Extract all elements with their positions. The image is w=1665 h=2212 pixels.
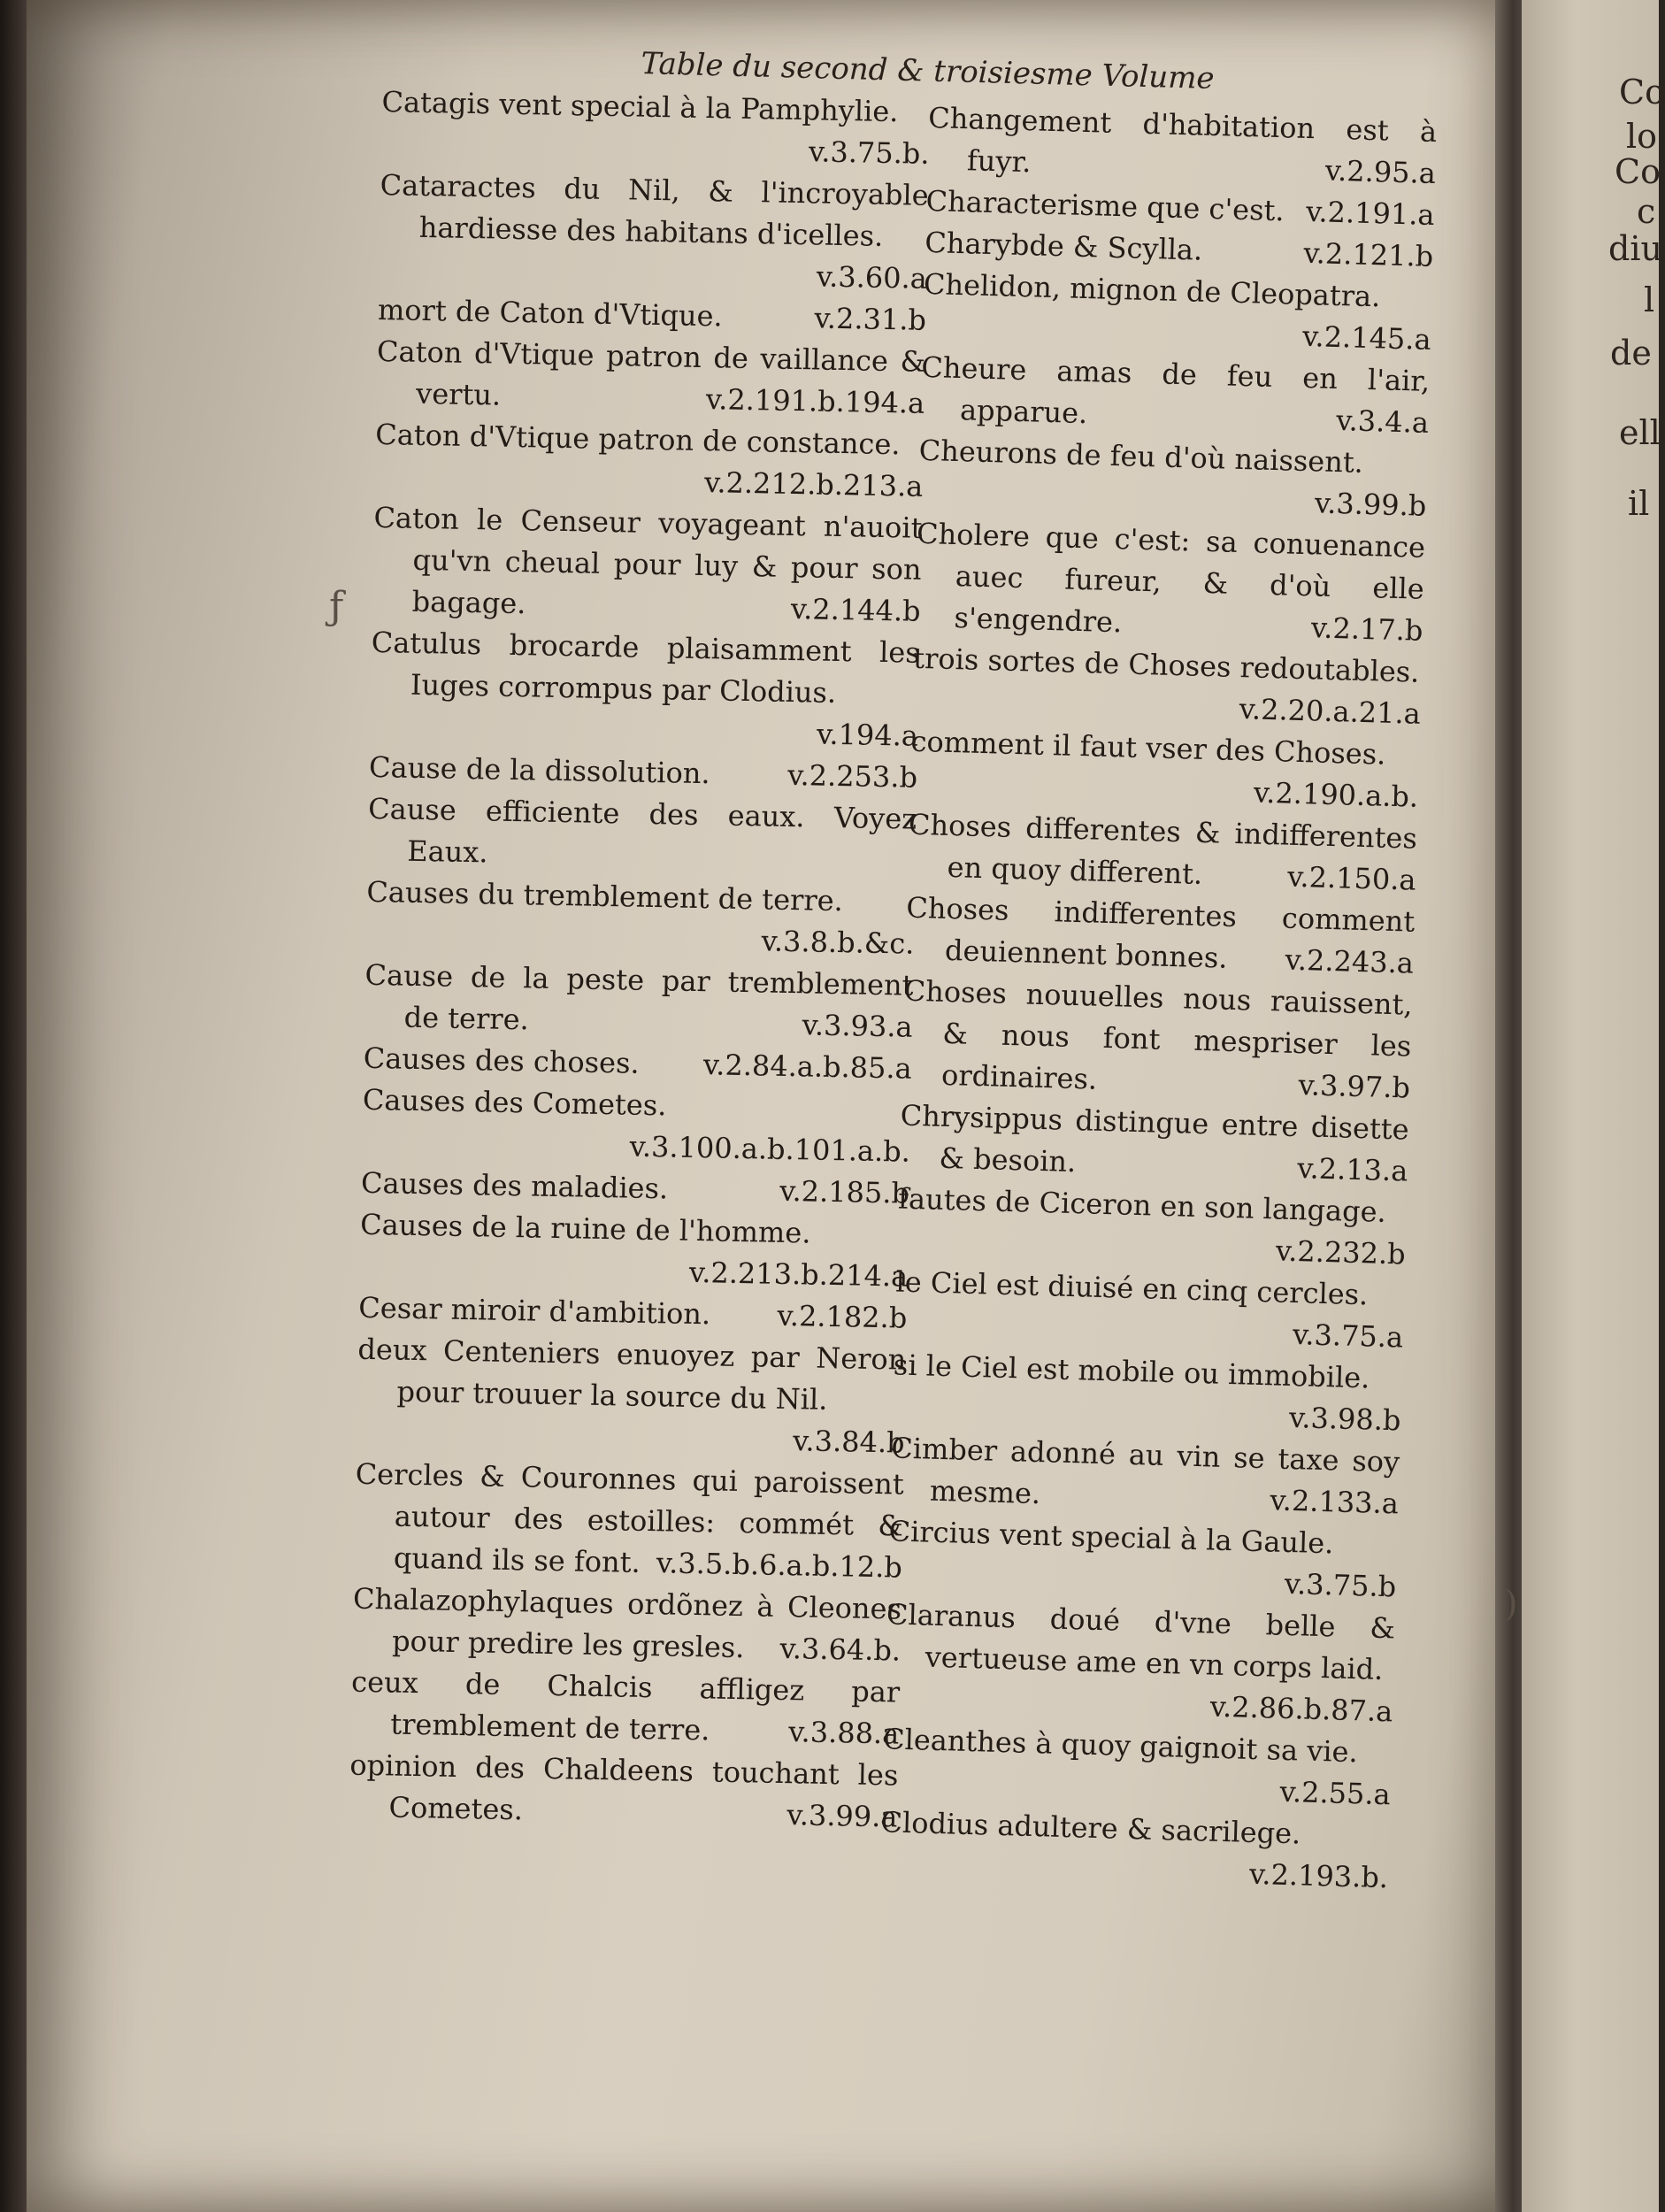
index-entry — [372, 497, 923, 633]
entry-reference: v.2.193.b. — [1248, 1856, 1389, 1895]
entry-reference: v.3.99.b — [1314, 486, 1427, 523]
index-entry — [894, 1261, 1405, 1358]
entry-text: Causes des choses. — [363, 1041, 641, 1080]
entry-reference: v.2.232.b — [1275, 1233, 1407, 1271]
entry-reference: v.2.121.b — [1303, 235, 1434, 273]
entry-text: Causes des maladies. — [360, 1165, 669, 1206]
index-entry — [364, 955, 914, 1048]
entry-text: Cheure amas de feu en l'air, apparue. — [920, 349, 1431, 431]
entry-reference: v.2.31.b — [814, 301, 927, 337]
index-entry — [892, 1344, 1402, 1441]
next-page-fragment: il — [1628, 484, 1650, 523]
entry-reference: v.2.150.a — [1286, 859, 1417, 897]
entry-text: deux Centeniers enuoyez par Neron pour trouuer la source du Nil. — [357, 1332, 907, 1417]
entry-reference: v.2.182.b — [777, 1298, 908, 1335]
entry-reference: v.2.55.a — [1279, 1774, 1392, 1812]
entry-reference: v.2.13.a — [1296, 1151, 1408, 1188]
index-entry — [896, 1179, 1407, 1276]
index-entry — [914, 513, 1426, 652]
entry-reference: v.2.17.b — [1310, 611, 1423, 648]
entry-text: Cause efficiente des eaux. Voyez Eaux. — [367, 791, 917, 870]
entry-text: Chelidon, mignon de Cleopatra. — [923, 266, 1381, 314]
entry-text: Cimber adonné au vin se taxe soy mesme. — [890, 1431, 1400, 1511]
entry-reference: v.2.253.b — [786, 757, 918, 795]
index-entry — [370, 622, 921, 757]
index-entry — [352, 1578, 902, 1672]
entry-reference: v.3.75.b. — [808, 134, 930, 171]
entry-reference: v.3.97.b — [1298, 1068, 1411, 1105]
index-entry — [376, 331, 926, 425]
entry-reference: v.3.99.a — [786, 1798, 898, 1834]
entry-text: Caton d'Vtique patron de vaillance & vertu. — [376, 334, 926, 412]
entry-text: Chalazophylaques ordõnez à Cleones pour predire les gresles. — [352, 1581, 902, 1665]
index-entry — [902, 971, 1414, 1110]
entry-text: Choses indifferentes comment deuiennent bonnes. — [905, 890, 1416, 975]
margin-mark-icon: ƒ — [329, 584, 344, 629]
entry-text: opinion des Chaldeens touchant les Cometes. — [349, 1747, 899, 1827]
entry-text: Cheurons de feu d'où naissent. — [918, 433, 1364, 480]
entry-text: Catulus brocarde plaisamment les Iuges corrompus par Clodius. — [371, 625, 921, 710]
index-entry — [884, 1594, 1396, 1732]
entry-reference: v.2.185.b — [779, 1173, 910, 1210]
index-entry — [365, 872, 916, 965]
index-entry — [354, 1454, 905, 1589]
entry-text: Catagis vent special à la Pamphylie. — [381, 84, 899, 129]
index-entry — [367, 788, 917, 882]
entry-text: Cesar miroir d'ambition. — [358, 1290, 711, 1332]
entry-text: Cataractes du Nil, & l'incroyable hardiesse des habitans d'icelles. — [380, 167, 930, 253]
entry-reference: v.2.243.a — [1285, 942, 1415, 980]
entry-reference: v.2.191.b.194.a — [705, 382, 925, 420]
entry-text: Chrysippus distingue entre disette & besoin. — [900, 1098, 1410, 1179]
entry-reference: v.3.100.a.b.101.a.b. — [629, 1129, 911, 1169]
index-entry — [907, 804, 1417, 902]
entry-text: Circius vent special à la Gaule. — [888, 1514, 1334, 1561]
next-page-fragment: Co — [1619, 73, 1665, 111]
entry-reference: v.3.8.b.&c. — [761, 924, 915, 961]
entry-reference: v.3.98.b — [1288, 1400, 1401, 1438]
entry-reference: v.2.20.a.21.a — [1239, 692, 1422, 731]
entry-text: Causes de la ruine de l'homme. — [359, 1207, 811, 1250]
index-entry — [899, 1095, 1409, 1193]
entry-reference: v.2.84.a.b.85.a — [702, 1048, 913, 1086]
entry-text: Charybde & Scylla. — [924, 225, 1203, 267]
entry-reference: v.3.64.b. — [779, 1631, 902, 1668]
index-entry — [917, 430, 1428, 527]
index-entry — [881, 1718, 1392, 1816]
page-header: Table du second & troisiesme Volume — [640, 46, 1216, 96]
entry-reference: v.3.93.a — [802, 1008, 913, 1044]
index-entry — [911, 638, 1422, 735]
next-page-fragment: l — [1644, 280, 1655, 319]
index-column-right — [879, 97, 1438, 1899]
entry-text: comment il faut vser des Choses. — [910, 724, 1386, 772]
entry-text: Changement d'habitation est à fuyr. — [927, 100, 1438, 180]
entry-reference: v.3.60.a — [816, 259, 928, 296]
index-entry — [889, 1427, 1400, 1525]
index-entry — [374, 414, 925, 508]
entry-text: Choses nouuelles nous rauissent, & nous font mespriser les ordinaires. — [903, 973, 1414, 1096]
entry-text: Caton d'Vtique patron de constance. — [374, 417, 901, 462]
index-entry — [879, 1801, 1390, 1899]
entry-reference: v.2.212.b.213.a — [703, 465, 924, 503]
entry-reference: v.3.88.a — [787, 1715, 900, 1751]
entry-text: Cercles & Couronnes qui paroissent autour des estoilles: commét & quand ils se font. — [355, 1456, 905, 1579]
entry-reference: v.2.213.b.214.a — [688, 1255, 909, 1294]
next-page-fragment: de — [1610, 334, 1652, 373]
entry-reference: v.2.144.b — [790, 591, 921, 628]
entry-reference: v.2.190.a.b. — [1253, 775, 1419, 814]
index-entry — [380, 81, 931, 175]
next-page-fragment: Co — [1615, 152, 1661, 191]
bracket-mark-icon: ) — [1504, 1584, 1518, 1624]
index-column-left — [349, 81, 931, 1839]
index-entry — [378, 165, 929, 300]
entry-reference: v.3.75.a — [1292, 1317, 1404, 1355]
entry-text: ceux de Chalcis affligez par tremblement de terre. — [350, 1664, 901, 1747]
entry-text: Causes des Cometes. — [362, 1082, 667, 1123]
entry-reference: v.2.95.a — [1324, 153, 1437, 191]
index-entry — [362, 1079, 912, 1173]
index-entry — [350, 1662, 901, 1755]
next-page-fragment: ell — [1619, 413, 1661, 452]
entry-reference: v.2.133.a — [1270, 1483, 1400, 1521]
index-entry — [922, 264, 1432, 361]
entry-text: Characterisme que c'est. — [925, 183, 1285, 228]
entry-reference: v.2.191.a — [1305, 194, 1436, 233]
entry-text: Caton le Censeur voyageant n'auoit qu'vn cheual pour luy & pour son bagage. — [373, 500, 923, 621]
index-entry — [887, 1510, 1398, 1608]
entry-text: Cause de la peste par tremblement de terre. — [364, 957, 914, 1037]
entry-text: Causes du tremblement de terre. — [366, 874, 844, 918]
entry-reference: v.3.75.b — [1284, 1566, 1397, 1604]
entry-text: Cause de la dissolution. — [368, 749, 711, 791]
entry-reference: v.2.145.a — [1301, 319, 1432, 357]
next-page-fragment: lo — [1626, 117, 1658, 156]
index-entry — [904, 887, 1415, 985]
book-page-right-partial — [1522, 0, 1665, 2212]
index-entry — [926, 97, 1437, 195]
entry-reference: v.3.4.a — [1335, 403, 1430, 440]
entry-text: Claranus doué d'vne belle & vertueuse ame en vn corps laid. — [886, 1597, 1396, 1687]
index-entry — [920, 347, 1431, 444]
entry-text: fautes de Ciceron en son langage. — [897, 1181, 1387, 1229]
entry-text: trois sortes de Choses redoutables. — [912, 641, 1420, 689]
next-page-fragment: c — [1637, 192, 1656, 231]
entry-reference: v.194.a — [816, 717, 919, 753]
index-entry — [359, 1204, 909, 1298]
index-entry — [349, 1745, 899, 1839]
entry-text: Cholere que c'est: sa conuenance auec fureur, & d'où elle s'engendre. — [916, 516, 1426, 640]
entry-text: Choses differentes & indifferentes en quoy different. — [908, 807, 1418, 891]
entry-text: Cleanthes à quoy gaignoit sa vie. — [882, 1722, 1359, 1770]
next-page-fragment: diu — [1608, 229, 1662, 268]
index-entry — [909, 721, 1420, 818]
entry-reference: v.3.84.b — [792, 1424, 905, 1460]
entry-reference: v.3.5.b.6.a.b.12.b — [656, 1546, 903, 1585]
entry-reference: v.2.86.b.87.a — [1209, 1689, 1393, 1729]
entry-text: le Ciel est diuisé en cinq cercles. — [895, 1264, 1369, 1312]
index-entry — [356, 1329, 907, 1464]
entry-text: Clodius adultere & sacrilege. — [880, 1805, 1301, 1851]
entry-text: mort de Caton d'Vtique. — [377, 292, 724, 334]
entry-text: si le Ciel est mobile ou immobile. — [893, 1348, 1370, 1395]
